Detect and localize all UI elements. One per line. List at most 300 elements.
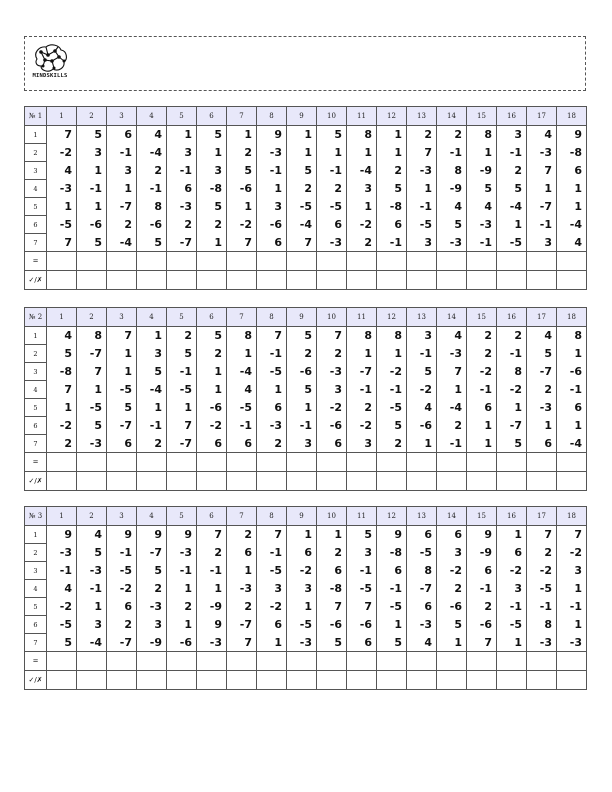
check-cell[interactable]: [377, 472, 407, 491]
number-cell: -1: [467, 381, 497, 399]
number-cell: 1: [197, 363, 227, 381]
number-cell: 3: [347, 180, 377, 198]
number-cell: 7: [467, 634, 497, 652]
check-cell[interactable]: [197, 271, 227, 290]
number-cell: 3: [167, 144, 197, 162]
answer-cell[interactable]: [527, 252, 557, 271]
check-cell[interactable]: [257, 671, 287, 690]
number-cell: 5: [407, 363, 437, 381]
number-cell: 5: [107, 399, 137, 417]
row-label: 4: [25, 381, 47, 399]
answer-cell[interactable]: [407, 652, 437, 671]
answer-cell[interactable]: [377, 453, 407, 472]
column-header: 5: [167, 107, 197, 126]
number-cell: -9: [467, 162, 497, 180]
answer-cell[interactable]: [437, 252, 467, 271]
answer-cell[interactable]: [77, 252, 107, 271]
answer-cell[interactable]: [227, 453, 257, 472]
number-cell: -6: [227, 180, 257, 198]
answer-cell[interactable]: [317, 453, 347, 472]
number-cell: -1: [137, 180, 167, 198]
answer-cell[interactable]: [467, 453, 497, 472]
check-cell[interactable]: [287, 472, 317, 491]
answer-cell[interactable]: [407, 453, 437, 472]
number-cell: 6: [317, 562, 347, 580]
number-cell: 1: [437, 381, 467, 399]
check-cell[interactable]: [167, 271, 197, 290]
answer-cell[interactable]: [257, 453, 287, 472]
number-cell: 1: [557, 616, 587, 634]
number-cell: -2: [47, 417, 77, 435]
check-cell[interactable]: [347, 271, 377, 290]
row-label: 6: [25, 417, 47, 435]
number-cell: 3: [137, 345, 167, 363]
number-cell: -1: [107, 544, 137, 562]
number-cell: 1: [197, 580, 227, 598]
number-cell: -2: [197, 417, 227, 435]
number-cell: 3: [557, 562, 587, 580]
number-cell: 7: [47, 234, 77, 252]
answer-cell[interactable]: [47, 252, 77, 271]
answer-label: =: [25, 252, 47, 271]
number-cell: 2: [347, 234, 377, 252]
answer-cell[interactable]: [77, 652, 107, 671]
number-cell: -1: [197, 562, 227, 580]
number-cell: 1: [407, 435, 437, 453]
number-cell: 2: [467, 345, 497, 363]
column-header: 15: [467, 107, 497, 126]
number-cell: -6: [137, 216, 167, 234]
answer-cell[interactable]: [347, 652, 377, 671]
number-cell: 2: [227, 526, 257, 544]
column-header: 15: [467, 507, 497, 526]
number-cell: 5: [317, 634, 347, 652]
column-header: 11: [347, 507, 377, 526]
number-cell: 9: [257, 126, 287, 144]
number-cell: 8: [347, 126, 377, 144]
number-cell: -7: [167, 435, 197, 453]
number-cell: 6: [317, 435, 347, 453]
answer-cell[interactable]: [557, 453, 587, 472]
number-cell: 1: [107, 180, 137, 198]
number-cell: 2: [287, 345, 317, 363]
number-cell: 5: [227, 162, 257, 180]
answer-cell[interactable]: [167, 252, 197, 271]
answer-cell[interactable]: [437, 652, 467, 671]
number-cell: -2: [527, 562, 557, 580]
check-cell[interactable]: [137, 472, 167, 491]
check-cell[interactable]: [347, 472, 377, 491]
number-cell: -4: [227, 363, 257, 381]
answer-cell[interactable]: [167, 652, 197, 671]
check-cell[interactable]: [47, 472, 77, 491]
number-cell: 1: [317, 526, 347, 544]
number-cell: 6: [257, 399, 287, 417]
answer-label: =: [25, 652, 47, 671]
check-cell[interactable]: [497, 271, 527, 290]
check-row: [25, 671, 587, 690]
number-cell: 1: [437, 634, 467, 652]
answer-cell[interactable]: [107, 453, 137, 472]
check-cell[interactable]: [527, 472, 557, 491]
number-cell: -4: [557, 435, 587, 453]
number-cell: -1: [377, 381, 407, 399]
answer-row: [25, 252, 587, 271]
answer-cell[interactable]: [557, 652, 587, 671]
answer-cell[interactable]: [557, 252, 587, 271]
number-cell: -1: [347, 381, 377, 399]
number-cell: -2: [227, 216, 257, 234]
number-cell: 6: [227, 544, 257, 562]
check-row: [25, 271, 587, 290]
number-cell: 5: [437, 616, 467, 634]
check-cell[interactable]: [437, 671, 467, 690]
answer-cell[interactable]: [137, 252, 167, 271]
column-header: 16: [497, 507, 527, 526]
answer-row: [25, 652, 587, 671]
number-cell: 2: [317, 180, 347, 198]
check-cell[interactable]: [77, 271, 107, 290]
number-row: [25, 616, 587, 634]
number-cell: 6: [377, 216, 407, 234]
number-cell: -6: [317, 616, 347, 634]
answer-cell[interactable]: [317, 252, 347, 271]
answer-cell[interactable]: [497, 652, 527, 671]
answer-cell[interactable]: [407, 252, 437, 271]
check-cell[interactable]: [527, 671, 557, 690]
number-cell: 5: [527, 345, 557, 363]
row-label: 3: [25, 363, 47, 381]
number-cell: -1: [137, 417, 167, 435]
answer-cell[interactable]: [347, 453, 377, 472]
number-cell: 8: [407, 562, 437, 580]
number-row: [25, 381, 587, 399]
number-cell: -1: [377, 580, 407, 598]
column-header: 8: [257, 308, 287, 327]
answer-row: [25, 453, 587, 472]
number-cell: -7: [497, 417, 527, 435]
check-cell[interactable]: [167, 472, 197, 491]
number-row: [25, 399, 587, 417]
number-cell: -3: [407, 162, 437, 180]
check-cell[interactable]: [407, 472, 437, 491]
number-cell: 3: [407, 327, 437, 345]
column-header: 5: [167, 507, 197, 526]
row-label: 5: [25, 198, 47, 216]
answer-cell[interactable]: [257, 652, 287, 671]
check-cell[interactable]: [557, 671, 587, 690]
number-cell: 6: [467, 562, 497, 580]
answer-cell[interactable]: [47, 453, 77, 472]
number-cell: 2: [347, 399, 377, 417]
answer-cell[interactable]: [287, 652, 317, 671]
number-cell: -5: [77, 399, 107, 417]
number-cell: 1: [257, 381, 287, 399]
answer-cell[interactable]: [527, 652, 557, 671]
check-cell[interactable]: [437, 472, 467, 491]
number-cell: -5: [377, 399, 407, 417]
number-cell: 5: [377, 180, 407, 198]
number-cell: -3: [527, 399, 557, 417]
answer-cell[interactable]: [197, 252, 227, 271]
check-cell[interactable]: [77, 472, 107, 491]
check-cell[interactable]: [47, 271, 77, 290]
check-cell[interactable]: [347, 671, 377, 690]
answer-cell[interactable]: [197, 453, 227, 472]
check-cell[interactable]: [257, 472, 287, 491]
number-cell: 4: [227, 381, 257, 399]
number-cell: 2: [437, 126, 467, 144]
number-cell: -3: [197, 634, 227, 652]
number-cell: 6: [167, 180, 197, 198]
check-cell[interactable]: [557, 472, 587, 491]
answer-cell[interactable]: [377, 652, 407, 671]
check-label: ✓/✗: [25, 472, 47, 491]
number-cell: 5: [317, 126, 347, 144]
number-cell: 1: [407, 180, 437, 198]
number-cell: -5: [287, 616, 317, 634]
answer-cell[interactable]: [287, 453, 317, 472]
number-cell: -1: [167, 363, 197, 381]
number-cell: 7: [227, 634, 257, 652]
answer-cell[interactable]: [227, 252, 257, 271]
number-cell: 6: [497, 544, 527, 562]
number-cell: 4: [137, 126, 167, 144]
answer-cell[interactable]: [467, 252, 497, 271]
row-label: 4: [25, 580, 47, 598]
answer-cell[interactable]: [107, 252, 137, 271]
answer-cell[interactable]: [347, 252, 377, 271]
number-cell: 1: [377, 345, 407, 363]
number-cell: 2: [257, 435, 287, 453]
number-cell: 1: [227, 562, 257, 580]
check-cell[interactable]: [377, 271, 407, 290]
check-cell[interactable]: [227, 671, 257, 690]
check-cell[interactable]: [47, 671, 77, 690]
number-cell: 1: [77, 162, 107, 180]
answer-cell[interactable]: [197, 652, 227, 671]
column-header: 4: [137, 308, 167, 327]
check-cell[interactable]: [77, 671, 107, 690]
number-cell: 9: [167, 526, 197, 544]
column-header: 2: [77, 308, 107, 327]
number-cell: -4: [137, 381, 167, 399]
number-cell: 2: [167, 216, 197, 234]
answer-cell[interactable]: [137, 453, 167, 472]
number-cell: 1: [347, 144, 377, 162]
number-cell: 5: [287, 162, 317, 180]
number-cell: -3: [257, 144, 287, 162]
number-cell: -5: [287, 198, 317, 216]
check-cell[interactable]: [317, 472, 347, 491]
check-cell[interactable]: [107, 472, 137, 491]
number-cell: 1: [257, 180, 287, 198]
check-cell[interactable]: [557, 271, 587, 290]
number-cell: 7: [107, 327, 137, 345]
number-cell: 7: [557, 526, 587, 544]
check-cell[interactable]: [377, 671, 407, 690]
check-cell[interactable]: [257, 271, 287, 290]
column-header: 17: [527, 507, 557, 526]
column-header: 4: [137, 507, 167, 526]
worksheet-table-1: [24, 106, 587, 290]
number-cell: -3: [77, 562, 107, 580]
number-cell: 5: [437, 216, 467, 234]
answer-cell[interactable]: [317, 652, 347, 671]
number-cell: 5: [47, 634, 77, 652]
number-cell: -3: [557, 634, 587, 652]
answer-cell[interactable]: [287, 252, 317, 271]
number-cell: -3: [227, 580, 257, 598]
number-cell: 5: [287, 327, 317, 345]
answer-cell[interactable]: [497, 252, 527, 271]
column-header: 3: [107, 308, 137, 327]
check-cell[interactable]: [407, 671, 437, 690]
number-cell: 1: [497, 526, 527, 544]
number-cell: 3: [287, 580, 317, 598]
number-cell: 2: [437, 580, 467, 598]
check-cell[interactable]: [437, 271, 467, 290]
number-cell: -1: [497, 598, 527, 616]
number-cell: 1: [227, 198, 257, 216]
number-cell: 6: [377, 562, 407, 580]
number-cell: -5: [407, 544, 437, 562]
number-cell: 7: [527, 162, 557, 180]
check-cell[interactable]: [137, 671, 167, 690]
number-cell: 3: [497, 580, 527, 598]
number-cell: 6: [197, 435, 227, 453]
column-header: 10: [317, 507, 347, 526]
answer-cell[interactable]: [437, 453, 467, 472]
number-cell: 1: [467, 417, 497, 435]
check-cell[interactable]: [317, 271, 347, 290]
answer-cell[interactable]: [167, 453, 197, 472]
number-cell: -1: [437, 435, 467, 453]
check-cell[interactable]: [467, 472, 497, 491]
check-cell[interactable]: [197, 472, 227, 491]
number-cell: 5: [197, 327, 227, 345]
number-cell: 4: [407, 634, 437, 652]
number-cell: 2: [497, 327, 527, 345]
answer-cell[interactable]: [257, 252, 287, 271]
check-cell[interactable]: [467, 271, 497, 290]
number-cell: -1: [467, 580, 497, 598]
number-cell: 1: [467, 435, 497, 453]
number-cell: -7: [107, 198, 137, 216]
check-cell[interactable]: [527, 271, 557, 290]
number-cell: 1: [467, 144, 497, 162]
number-cell: 2: [317, 345, 347, 363]
logo: [31, 43, 71, 87]
number-cell: 8: [527, 616, 557, 634]
answer-cell[interactable]: [527, 453, 557, 472]
column-header: 18: [557, 107, 587, 126]
number-cell: 1: [77, 198, 107, 216]
answer-cell[interactable]: [467, 652, 497, 671]
check-cell[interactable]: [497, 671, 527, 690]
number-cell: 1: [47, 198, 77, 216]
number-cell: 1: [497, 399, 527, 417]
check-cell[interactable]: [287, 271, 317, 290]
number-cell: -1: [527, 216, 557, 234]
number-cell: 2: [137, 435, 167, 453]
number-cell: 8: [467, 126, 497, 144]
check-cell[interactable]: [287, 671, 317, 690]
check-cell[interactable]: [107, 671, 137, 690]
answer-cell[interactable]: [377, 252, 407, 271]
check-cell[interactable]: [167, 671, 197, 690]
column-header: 18: [557, 507, 587, 526]
check-cell[interactable]: [137, 271, 167, 290]
answer-cell[interactable]: [497, 453, 527, 472]
number-cell: -1: [257, 544, 287, 562]
number-cell: 4: [407, 399, 437, 417]
number-cell: 8: [347, 327, 377, 345]
row-label: 1: [25, 126, 47, 144]
check-cell[interactable]: [227, 472, 257, 491]
row-label: 2: [25, 144, 47, 162]
number-cell: 3: [287, 435, 317, 453]
number-cell: -3: [77, 435, 107, 453]
number-cell: -4: [557, 216, 587, 234]
row-label: 7: [25, 634, 47, 652]
check-row: [25, 472, 587, 491]
check-cell[interactable]: [317, 671, 347, 690]
check-cell[interactable]: [197, 671, 227, 690]
number-cell: -7: [107, 417, 137, 435]
number-cell: 1: [287, 126, 317, 144]
number-cell: 2: [377, 435, 407, 453]
number-cell: -3: [527, 144, 557, 162]
number-cell: -6: [317, 417, 347, 435]
answer-cell[interactable]: [77, 453, 107, 472]
number-cell: 6: [437, 526, 467, 544]
number-cell: -1: [167, 162, 197, 180]
check-cell[interactable]: [497, 472, 527, 491]
answer-cell[interactable]: [47, 652, 77, 671]
column-header: 3: [107, 507, 137, 526]
number-cell: 4: [467, 198, 497, 216]
row-label: 3: [25, 162, 47, 180]
number-cell: 6: [107, 598, 137, 616]
answer-cell[interactable]: [137, 652, 167, 671]
check-cell[interactable]: [407, 271, 437, 290]
check-cell[interactable]: [467, 671, 497, 690]
number-cell: 2: [47, 435, 77, 453]
number-cell: -1: [227, 417, 257, 435]
number-cell: -3: [287, 634, 317, 652]
column-header: 1: [47, 107, 77, 126]
number-cell: -4: [77, 634, 107, 652]
number-cell: 3: [77, 144, 107, 162]
column-header: 12: [377, 308, 407, 327]
check-cell[interactable]: [107, 271, 137, 290]
column-header: 13: [407, 308, 437, 327]
number-cell: -5: [47, 616, 77, 634]
answer-cell[interactable]: [107, 652, 137, 671]
number-cell: -2: [47, 598, 77, 616]
column-header: 11: [347, 308, 377, 327]
number-cell: 1: [497, 216, 527, 234]
number-row: [25, 345, 587, 363]
number-cell: -6: [407, 417, 437, 435]
column-header: 12: [377, 107, 407, 126]
number-cell: 9: [467, 526, 497, 544]
number-cell: 6: [557, 399, 587, 417]
number-cell: -1: [77, 180, 107, 198]
check-cell[interactable]: [227, 271, 257, 290]
answer-cell[interactable]: [227, 652, 257, 671]
